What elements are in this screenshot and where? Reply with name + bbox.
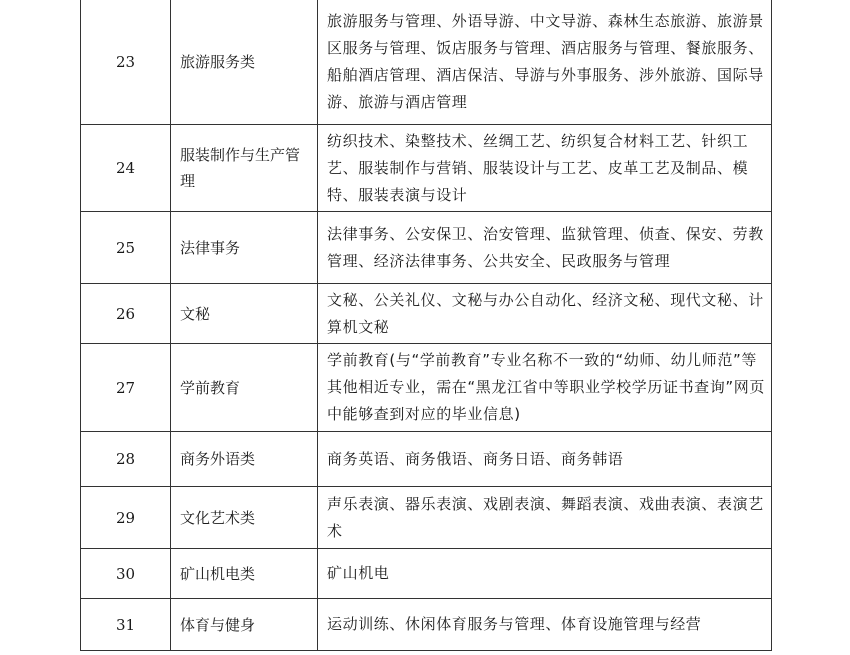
- table-row: [81, 284, 772, 344]
- category-name: 学前教育: [171, 344, 318, 432]
- row-number: 27: [81, 344, 171, 432]
- major-list: 学前教育(与“学前教育”专业名称不一致的“幼师、幼儿师范”等其他相近专业，需在“黑龙江省中等职业学校学历证书查询”网页中能够查到对应的毕业信息): [318, 344, 772, 432]
- major-list: 法律事务、公安保卫、治安管理、监狱管理、侦查、保安、劳教管理、经济法律事务、公共安全、民政服务与管理: [318, 212, 772, 284]
- row-number: 24: [81, 125, 171, 212]
- table-row: [81, 432, 772, 487]
- category-name: 矿山机电类: [171, 549, 318, 599]
- major-list: 运动训练、休闲体育服务与管理、体育设施管理与经营: [318, 599, 772, 651]
- category-name: 文化艺术类: [171, 487, 318, 549]
- row-number: 26: [81, 284, 171, 344]
- major-list: 文秘、公关礼仪、文秘与办公自动化、经济文秘、现代文秘、计算机文秘: [318, 284, 772, 344]
- major-list: 声乐表演、器乐表演、戏剧表演、舞蹈表演、戏曲表演、表演艺术: [318, 487, 772, 549]
- table-row: [81, 212, 772, 284]
- category-name: 旅游服务类: [171, 0, 318, 125]
- row-number: 25: [81, 212, 171, 284]
- table-row: [81, 0, 772, 125]
- table-row: [81, 125, 772, 212]
- row-number: 31: [81, 599, 171, 651]
- row-number: 30: [81, 549, 171, 599]
- table-row: [81, 599, 772, 651]
- major-list: 纺织技术、染整技术、丝绸工艺、纺织复合材料工艺、针织工艺、服装制作与营销、服装设计与工艺、皮革工艺及制品、模特、服装表演与设计: [318, 125, 772, 212]
- category-name: 法律事务: [171, 212, 318, 284]
- major-list: 旅游服务与管理、外语导游、中文导游、森林生态旅游、旅游景区服务与管理、饭店服务与管理、酒店服务与管理、餐旅服务、船舶酒店管理、酒店保洁、导游与外事服务、涉外旅游、国际导游、旅游与酒店管理: [318, 0, 772, 125]
- category-name: 商务外语类: [171, 432, 318, 487]
- major-list: 矿山机电: [318, 549, 772, 599]
- row-number: 28: [81, 432, 171, 487]
- row-number: 29: [81, 487, 171, 549]
- table-row: [81, 487, 772, 549]
- row-number: 23: [81, 0, 171, 125]
- major-list: 商务英语、商务俄语、商务日语、商务韩语: [318, 432, 772, 487]
- table-row: [81, 344, 772, 432]
- table-row: [81, 549, 772, 599]
- majors-table: [80, 0, 772, 651]
- category-name: 服装制作与生产管理: [171, 125, 318, 212]
- category-name: 体育与健身: [171, 599, 318, 651]
- category-name: 文秘: [171, 284, 318, 344]
